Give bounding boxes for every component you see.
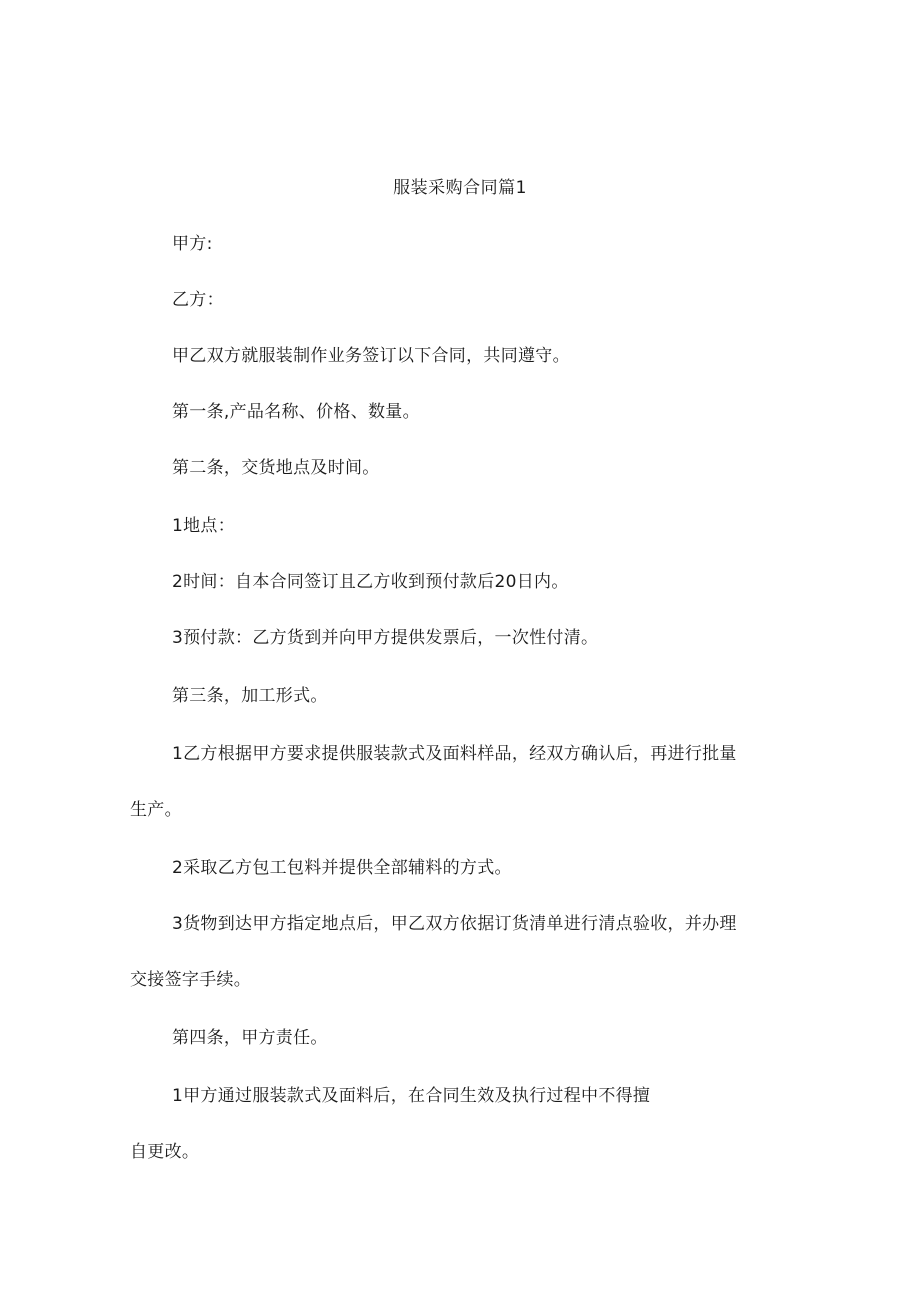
article-3-item-3-line-2: 交接签字手续。 [130,970,252,990]
article-2-item-1: 1地点： [172,516,236,536]
document-title: 服装采购合同篇1 [393,178,527,198]
article-1-heading: 第一条,产品名称、价格、数量。 [172,402,420,422]
preamble-paragraph: 甲乙双方就服装制作业务签订以下合同，共同遵守。 [172,346,570,366]
article-3-item-2: 2采取乙方包工包料并提供全部辅料的方式。 [172,858,512,878]
article-2-heading: 第二条，交货地点及时间。 [172,458,380,478]
article-2-item-2: 2时间：自本合同签订且乙方收到预付款后20日内。 [172,572,569,592]
article-4-item-1-line-2: 自更改。 [130,1142,200,1162]
party-b-line: 乙方： [172,290,224,310]
article-4-heading: 第四条，甲方责任。 [172,1028,328,1048]
article-3-item-1-line-2: 生产。 [130,800,182,820]
article-2-item-3: 3预付款：乙方货到并向甲方提供发票后，一次性付清。 [172,628,599,648]
party-a-line: 甲方: [172,234,213,254]
article-3-item-3-line-1: 3货物到达甲方指定地点后，甲乙双方依据订货清单进行清点验收，并办理 [172,914,737,934]
article-3-heading: 第三条，加工形式。 [172,686,328,706]
article-4-item-1-line-1: 1甲方通过服装款式及面料后，在合同生效及执行过程中不得擅 [172,1086,651,1106]
article-3-item-1-line-1: 1乙方根据甲方要求提供服装款式及面料样品，经双方确认后，再进行批量 [172,744,737,764]
